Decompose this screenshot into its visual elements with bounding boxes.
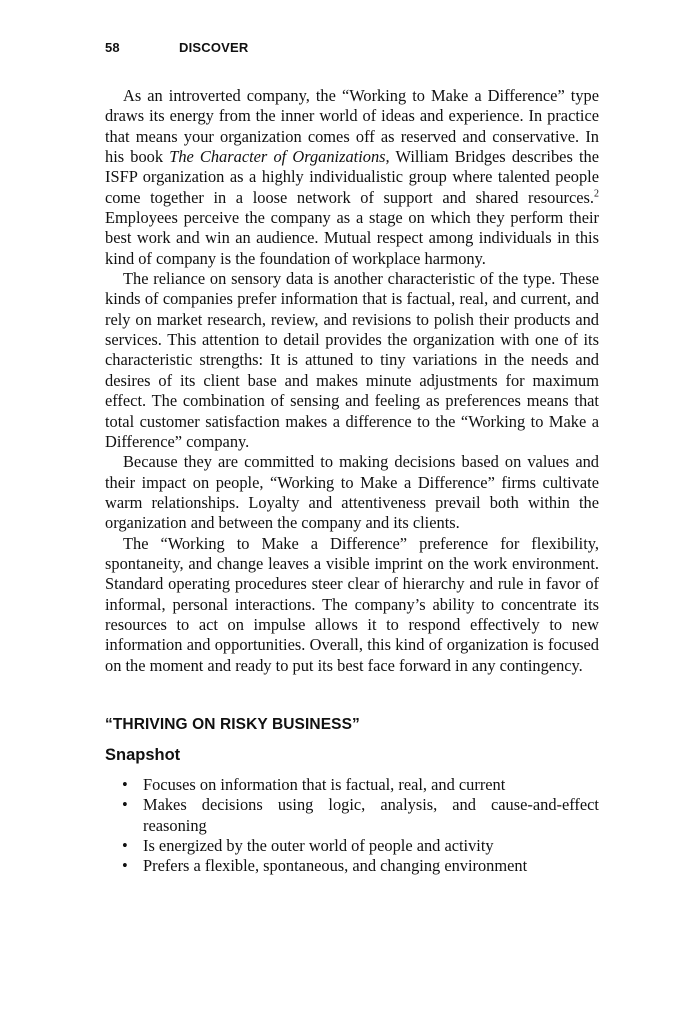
- section-title: “THRIVING ON RISKY BUSINESS”: [105, 715, 360, 733]
- bullet-icon: •: [122, 836, 128, 855]
- paragraph-1-text-a: As an introverted company, the “Working to Make a Difference” type draws its energy from the inner world of ideas and experience. In practice that means your organization comes off as reserved and conservative. In his book: [105, 86, 599, 167]
- paragraph-1: [105, 86, 599, 269]
- paragraph-3: Because they are committed to making decisions based on values and their impact on people, “Working to Make a Difference” firms cultivate warm relationships. Loyalty and attentiveness prevail both within the organization and between the company and its clients.: [105, 452, 599, 533]
- paragraph-1-text-b: William Bridges describes the ISFP organization as a highly individualistic group where talented people come together in a loose network of support and shared resources.: [105, 147, 599, 207]
- paragraph-4: The “Working to Make a Difference” preference for flexibility, spontaneity, and change leaves a visible imprint on the work environment. Standard operating procedures steer clear of hierarchy and rule in favor of informal, personal interactions. The company’s ability to concentrate its resources to act on impulse allows it to respond effectively to new information and opportunities. Overall, this kind of organization is focused on the moment and ready to put its best face forward in any contingency.: [105, 533, 599, 675]
- list-item-text: Focuses on information that is factual, real, and current: [143, 774, 506, 794]
- list-item: [105, 836, 599, 856]
- paragraph-2: The reliance on sensory data is another characteristic of the type. These kinds of companies prefer information that is factual, real, and current, and rely on market research, review, and revisions to polish their products and services. This attention to detail provides the organization with one of its characteristic strengths: It is attuned to tiny variations in the needs and desires of its client base and makes minute adjustments for maximum effect. The combination of sensing and feeling as preferences means that total customer satisfaction makes a difference to the “Working to Make a Difference” company.: [105, 269, 599, 451]
- running-head: [105, 40, 599, 60]
- footnote-marker: 2: [594, 188, 599, 200]
- book-page: [105, 40, 599, 877]
- list-item-text: Is energized by the outer world of people and activity: [143, 836, 494, 855]
- section-subtitle: Snapshot: [105, 745, 181, 764]
- list-item: [105, 795, 599, 836]
- bullet-icon: •: [122, 856, 128, 876]
- list-item-text: Makes decisions using logic, analysis, and cause-and-effect reasoning: [143, 795, 599, 835]
- list-item: [105, 775, 599, 795]
- book-title: The Character of Organizations,: [169, 147, 390, 167]
- bullet-icon: •: [122, 774, 128, 794]
- snapshot-list: [105, 775, 599, 877]
- bullet-icon: •: [122, 795, 128, 815]
- page-number: 58: [105, 40, 120, 55]
- list-item-text: Prefers a flexible, spontaneous, and changing environment: [143, 856, 528, 876]
- paragraph-1-text-c: Employees perceive the company as a stage on which they perform their best work and win an audience. Mutual respect among individuals in this kind of company is the foundation of workplace harmony.: [105, 208, 599, 268]
- list-item: [105, 856, 599, 876]
- running-title: DISCOVER: [179, 40, 249, 55]
- body-text: [105, 86, 599, 676]
